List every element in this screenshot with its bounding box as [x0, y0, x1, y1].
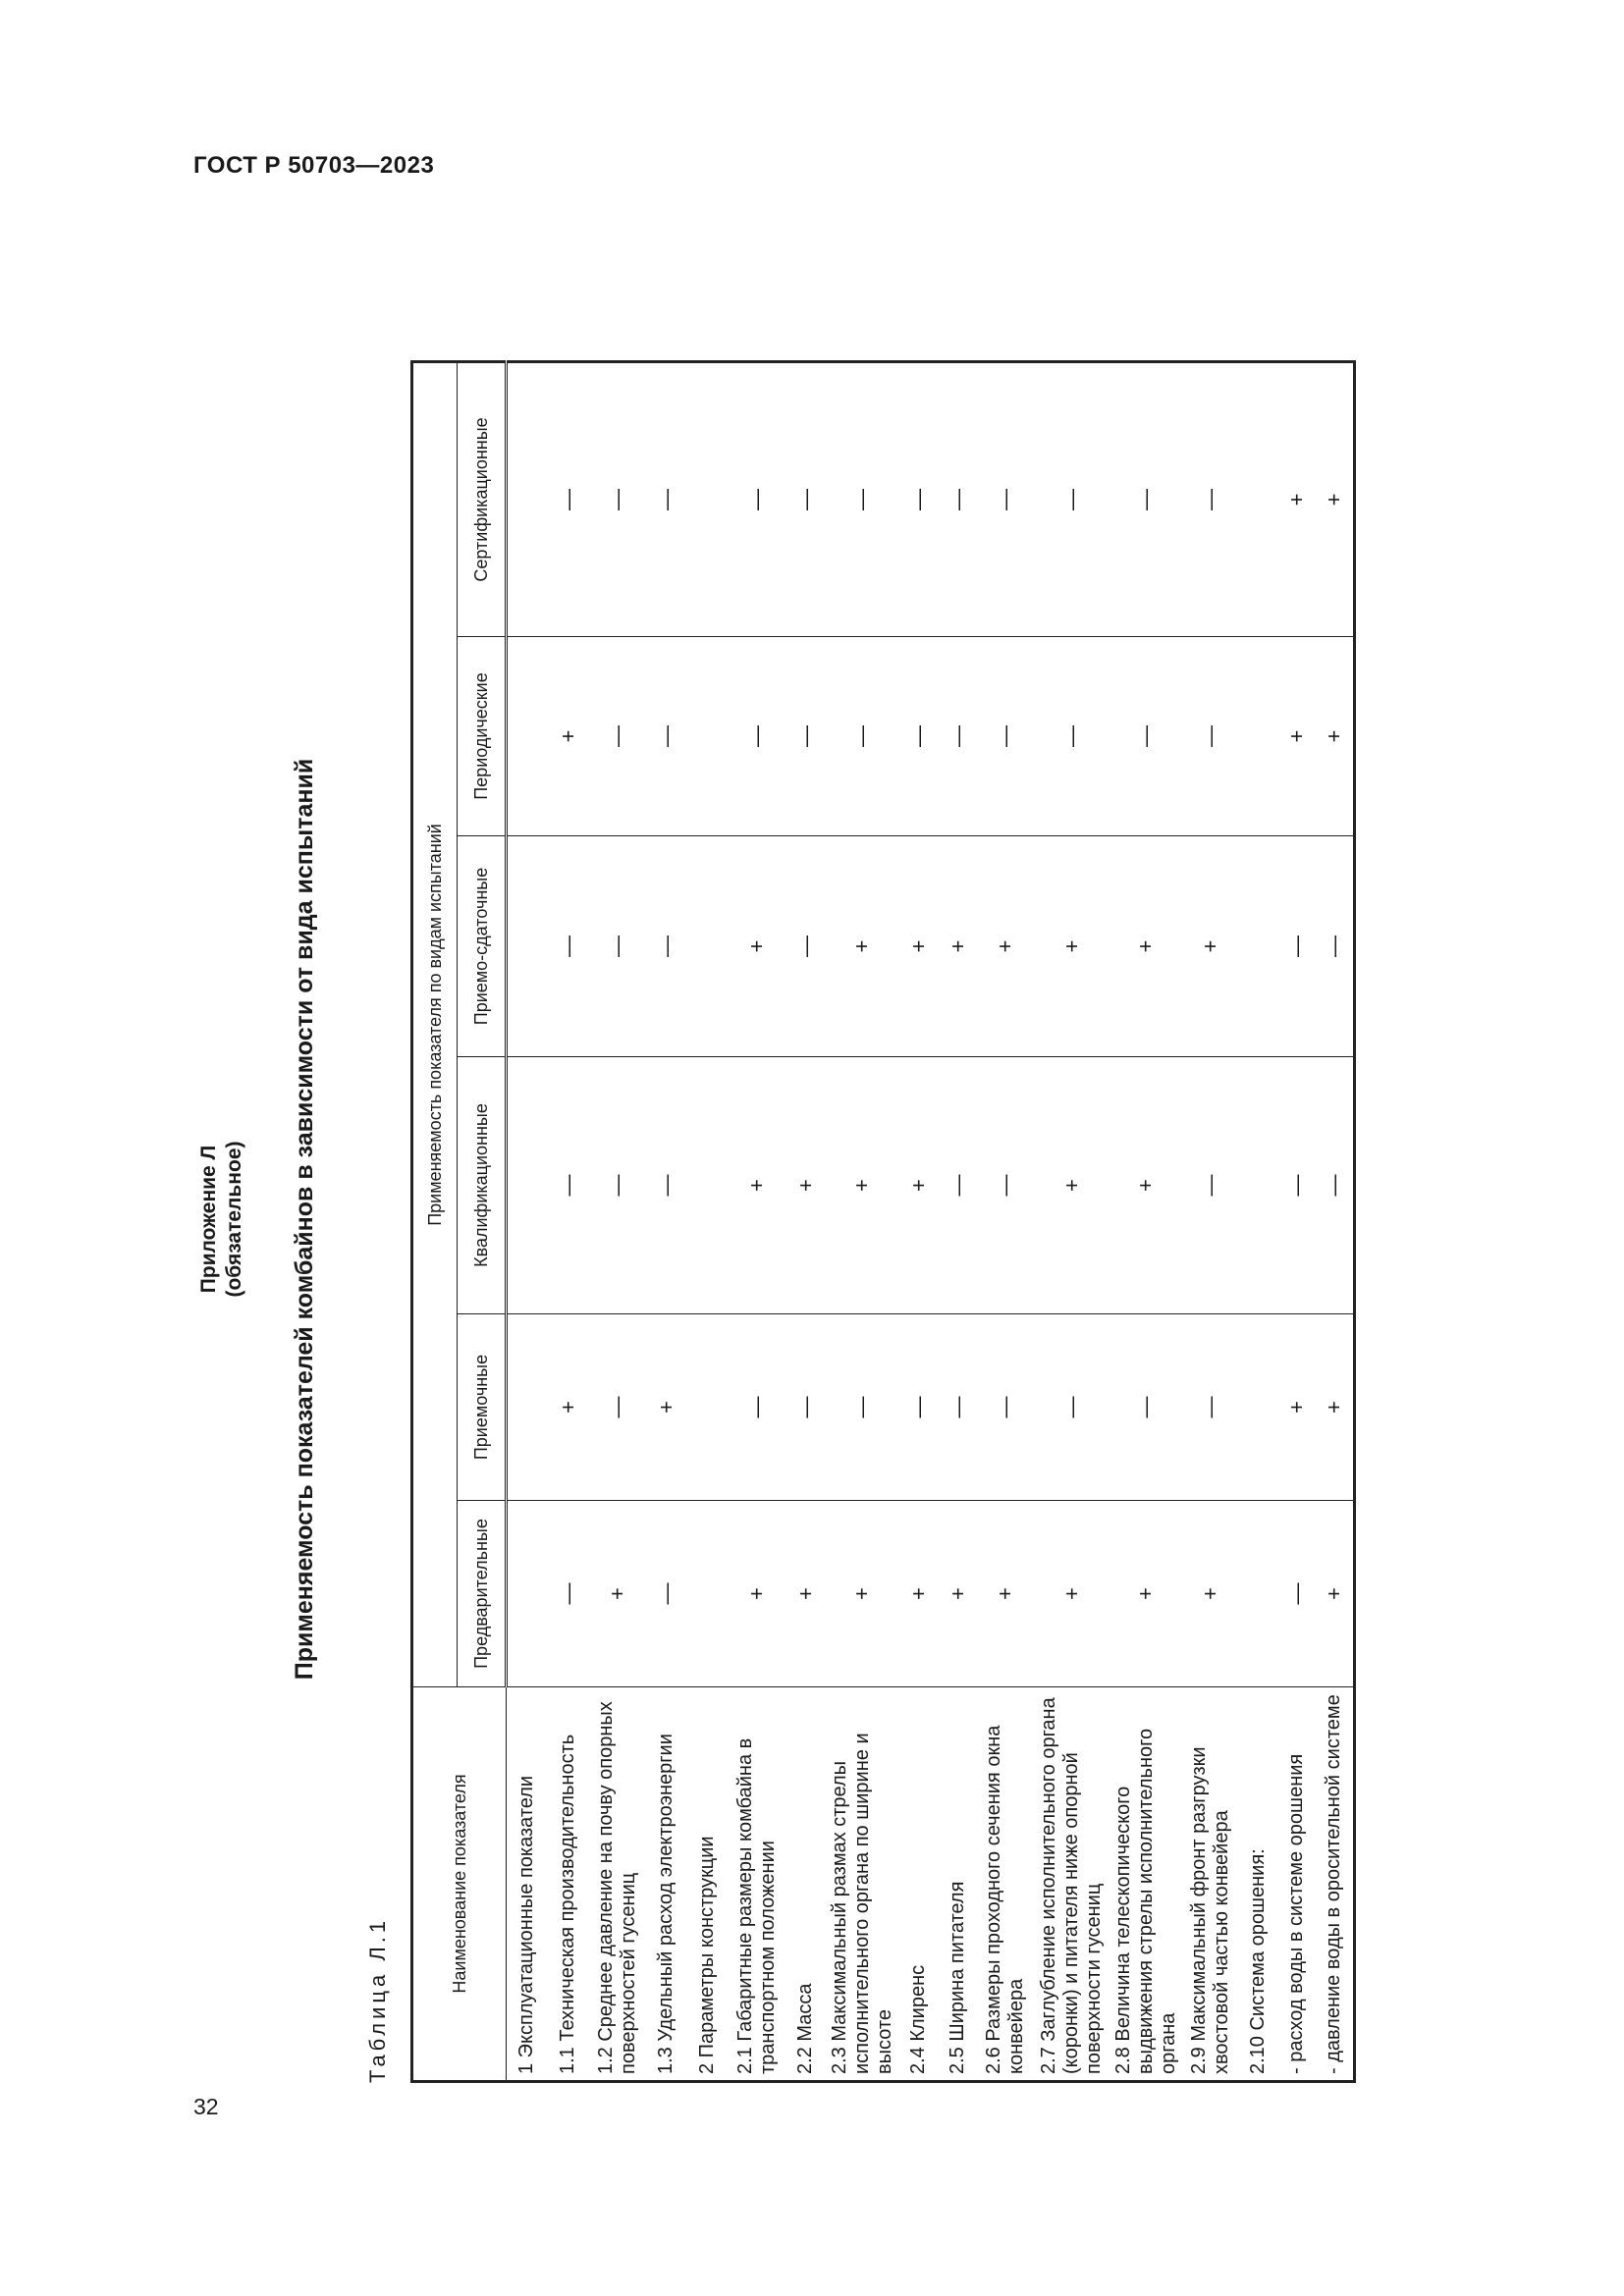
row-name: - расход воды в системе орошения: [1278, 1687, 1316, 2082]
applicability-mark: —: [589, 1314, 646, 1501]
table-row: [729, 361, 785, 2081]
applicability-mark: +: [729, 836, 785, 1057]
row-name: 1.1 Техническая производительность: [548, 1687, 589, 2082]
applicability-mark: +: [1316, 1314, 1355, 1501]
table-row: [827, 361, 898, 2081]
applicability-table: [410, 360, 1356, 2083]
applicability-mark: [507, 836, 548, 1057]
applicability-mark: +: [589, 1501, 646, 1687]
row-name: 2.1 Габаритные размеры комбайна в транспортном положении: [729, 1687, 785, 2082]
row-name: 1.3 Удельный расход электроэнергии: [646, 1687, 687, 2082]
applicability-mark: —: [589, 361, 646, 636]
applicability-mark: +: [548, 1314, 589, 1501]
applicability-mark: [687, 1057, 729, 1314]
applicability-mark: +: [1316, 361, 1355, 636]
row-name: 2.3 Максимальный размах стрелы исполнительного органа по ширине и высоте: [827, 1687, 898, 2082]
applicability-mark: —: [1110, 361, 1182, 636]
applicability-mark: [507, 1057, 548, 1314]
applicability-mark: +: [827, 1501, 898, 1687]
row-name: 1.2 Среднее давление на почву опорных поверхностей гусениц: [589, 1687, 646, 2082]
applicability-mark: +: [1278, 637, 1316, 836]
applicability-mark: —: [785, 637, 827, 836]
applicability-mark: +: [785, 1501, 827, 1687]
applicability-mark: +: [827, 836, 898, 1057]
table-row: [785, 361, 827, 2081]
applicability-mark: —: [1316, 836, 1355, 1057]
annex-title: Приложение Л: [197, 1145, 220, 1294]
row-name: 2.7 Заглубление исполнительного органа (коронки) и питателя ниже опорной поверхности гусениц: [1034, 1687, 1110, 2082]
applicability-mark: [1239, 1314, 1278, 1501]
applicability-mark: —: [646, 836, 687, 1057]
applicability-mark: +: [729, 1057, 785, 1314]
group-column-header: Применяемость показателя по видам испытаний: [412, 361, 458, 1686]
applicability-mark: —: [977, 1314, 1034, 1501]
applicability-mark: —: [898, 361, 940, 636]
table-caption: Таблица Л.1: [365, 1916, 390, 2083]
rotated-annex-content: [183, 355, 1420, 2083]
applicability-mark: —: [1110, 637, 1182, 836]
applicability-mark: —: [977, 637, 1034, 836]
applicability-mark: +: [1278, 361, 1316, 636]
applicability-mark: —: [940, 1314, 977, 1501]
applicability-mark: +: [548, 637, 589, 836]
applicability-mark: —: [1278, 1501, 1316, 1687]
applicability-mark: [687, 1314, 729, 1501]
applicability-mark: +: [1182, 836, 1239, 1057]
row-name: 2.5 Ширина питателя: [940, 1687, 977, 2082]
table-row: [687, 361, 729, 2081]
applicability-mark: [687, 1501, 729, 1687]
applicability-mark: [687, 361, 729, 636]
section-title: Применяемость показателей комбайнов в зависимости от вида испытаний: [291, 758, 318, 1681]
applicability-mark: —: [548, 361, 589, 636]
name-column-header: Наименование показателя: [412, 1687, 507, 2082]
applicability-mark: +: [1110, 1057, 1182, 1314]
row-name: 2.2 Масса: [785, 1687, 827, 2082]
table-row: [646, 361, 687, 2081]
table-row: [1316, 361, 1355, 2081]
applicability-mark: +: [1182, 1501, 1239, 1687]
row-name: 1 Эксплуатационные показатели: [507, 1687, 548, 2082]
applicability-mark: —: [977, 361, 1034, 636]
applicability-mark: +: [1278, 1314, 1316, 1501]
applicability-mark: [1239, 1501, 1278, 1687]
applicability-mark: —: [548, 1501, 589, 1687]
row-name: - давление воды в оросительной системе: [1316, 1687, 1355, 2082]
applicability-mark: —: [1034, 361, 1110, 636]
applicability-mark: +: [1110, 836, 1182, 1057]
applicability-mark: —: [1278, 1057, 1316, 1314]
applicability-mark: [507, 1501, 548, 1687]
applicability-mark: +: [1034, 1501, 1110, 1687]
applicability-mark: [1239, 836, 1278, 1057]
standard-code: ГОСТ Р 50703—2023: [193, 152, 435, 179]
applicability-mark: +: [977, 1501, 1034, 1687]
applicability-mark: —: [1278, 836, 1316, 1057]
row-name: 2.4 Клиренс: [898, 1687, 940, 2082]
table-body: [507, 361, 1355, 2081]
applicability-mark: +: [1110, 1501, 1182, 1687]
table-row: [548, 361, 589, 2081]
column-header: Периодические: [458, 637, 507, 836]
applicability-mark: —: [589, 836, 646, 1057]
applicability-mark: [687, 637, 729, 836]
applicability-mark: +: [940, 836, 977, 1057]
applicability-mark: —: [827, 637, 898, 836]
applicability-mark: —: [1182, 637, 1239, 836]
applicability-mark: —: [729, 1314, 785, 1501]
applicability-mark: [1239, 361, 1278, 636]
table-row: [977, 361, 1034, 2081]
applicability-mark: —: [589, 637, 646, 836]
applicability-mark: —: [646, 637, 687, 836]
table-row: [1239, 361, 1278, 2081]
applicability-mark: —: [940, 1057, 977, 1314]
row-name: 2.10 Система орошения:: [1239, 1687, 1278, 2082]
applicability-mark: —: [1110, 1314, 1182, 1501]
table-row: [1278, 361, 1316, 2081]
column-header: Приемо-сдаточные: [458, 836, 507, 1057]
table-row: [1034, 361, 1110, 2081]
applicability-mark: —: [977, 1057, 1034, 1314]
applicability-mark: +: [898, 836, 940, 1057]
row-name: 2 Параметры конструкции: [687, 1687, 729, 2082]
table-row: [1182, 361, 1239, 2081]
applicability-mark: +: [1034, 1057, 1110, 1314]
applicability-mark: —: [646, 1057, 687, 1314]
applicability-mark: +: [1316, 637, 1355, 836]
column-header: Предварительные: [458, 1501, 507, 1687]
applicability-mark: —: [1182, 361, 1239, 636]
annex-status: (обязательное): [223, 1141, 245, 1298]
applicability-mark: +: [898, 1057, 940, 1314]
column-header: Квалификационные: [458, 1057, 507, 1314]
applicability-mark: [687, 836, 729, 1057]
page-number: 32: [193, 2094, 219, 2119]
applicability-mark: —: [1316, 1057, 1355, 1314]
applicability-mark: —: [940, 637, 977, 836]
applicability-mark: —: [1034, 637, 1110, 836]
applicability-mark: —: [785, 361, 827, 636]
applicability-mark: +: [940, 1501, 977, 1687]
row-name: 2.9 Максимальный фронт разгрузки хвостовой частью конвейера: [1182, 1687, 1239, 2082]
applicability-mark: —: [827, 1314, 898, 1501]
applicability-mark: [507, 361, 548, 636]
column-header: Сертификационные: [458, 361, 507, 636]
table-row: [940, 361, 977, 2081]
applicability-mark: —: [1182, 1057, 1239, 1314]
applicability-mark: —: [729, 637, 785, 836]
table-row: [589, 361, 646, 2081]
row-name: 2.8 Величина телескопического выдвижения стрелы исполнительного органа: [1110, 1687, 1182, 2082]
applicability-mark: —: [1034, 1314, 1110, 1501]
applicability-mark: +: [827, 1057, 898, 1314]
applicability-mark: —: [1182, 1314, 1239, 1501]
applicability-mark: +: [1034, 836, 1110, 1057]
applicability-mark: —: [940, 361, 977, 636]
applicability-mark: —: [589, 1057, 646, 1314]
table-row: [507, 361, 548, 2081]
applicability-mark: —: [785, 1314, 827, 1501]
applicability-mark: [507, 637, 548, 836]
applicability-mark: +: [646, 1314, 687, 1501]
applicability-mark: —: [548, 836, 589, 1057]
applicability-mark: [1239, 1057, 1278, 1314]
applicability-mark: [1239, 637, 1278, 836]
table-row: [1110, 361, 1182, 2081]
table-row: [898, 361, 940, 2081]
applicability-mark: +: [977, 836, 1034, 1057]
column-header: Приемочные: [458, 1314, 507, 1501]
row-name: 2.6 Размеры проходного сечения окна конвейера: [977, 1687, 1034, 2082]
applicability-mark: —: [548, 1057, 589, 1314]
applicability-mark: —: [785, 836, 827, 1057]
applicability-mark: [507, 1314, 548, 1501]
applicability-mark: —: [646, 1501, 687, 1687]
applicability-mark: —: [898, 1314, 940, 1501]
applicability-mark: +: [1316, 1501, 1355, 1687]
applicability-mark: —: [898, 637, 940, 836]
applicability-mark: +: [898, 1501, 940, 1687]
annex-heading: [196, 355, 247, 2083]
applicability-mark: —: [827, 361, 898, 636]
applicability-mark: +: [729, 1501, 785, 1687]
applicability-mark: +: [785, 1057, 827, 1314]
applicability-mark: —: [646, 361, 687, 636]
applicability-mark: —: [729, 361, 785, 636]
